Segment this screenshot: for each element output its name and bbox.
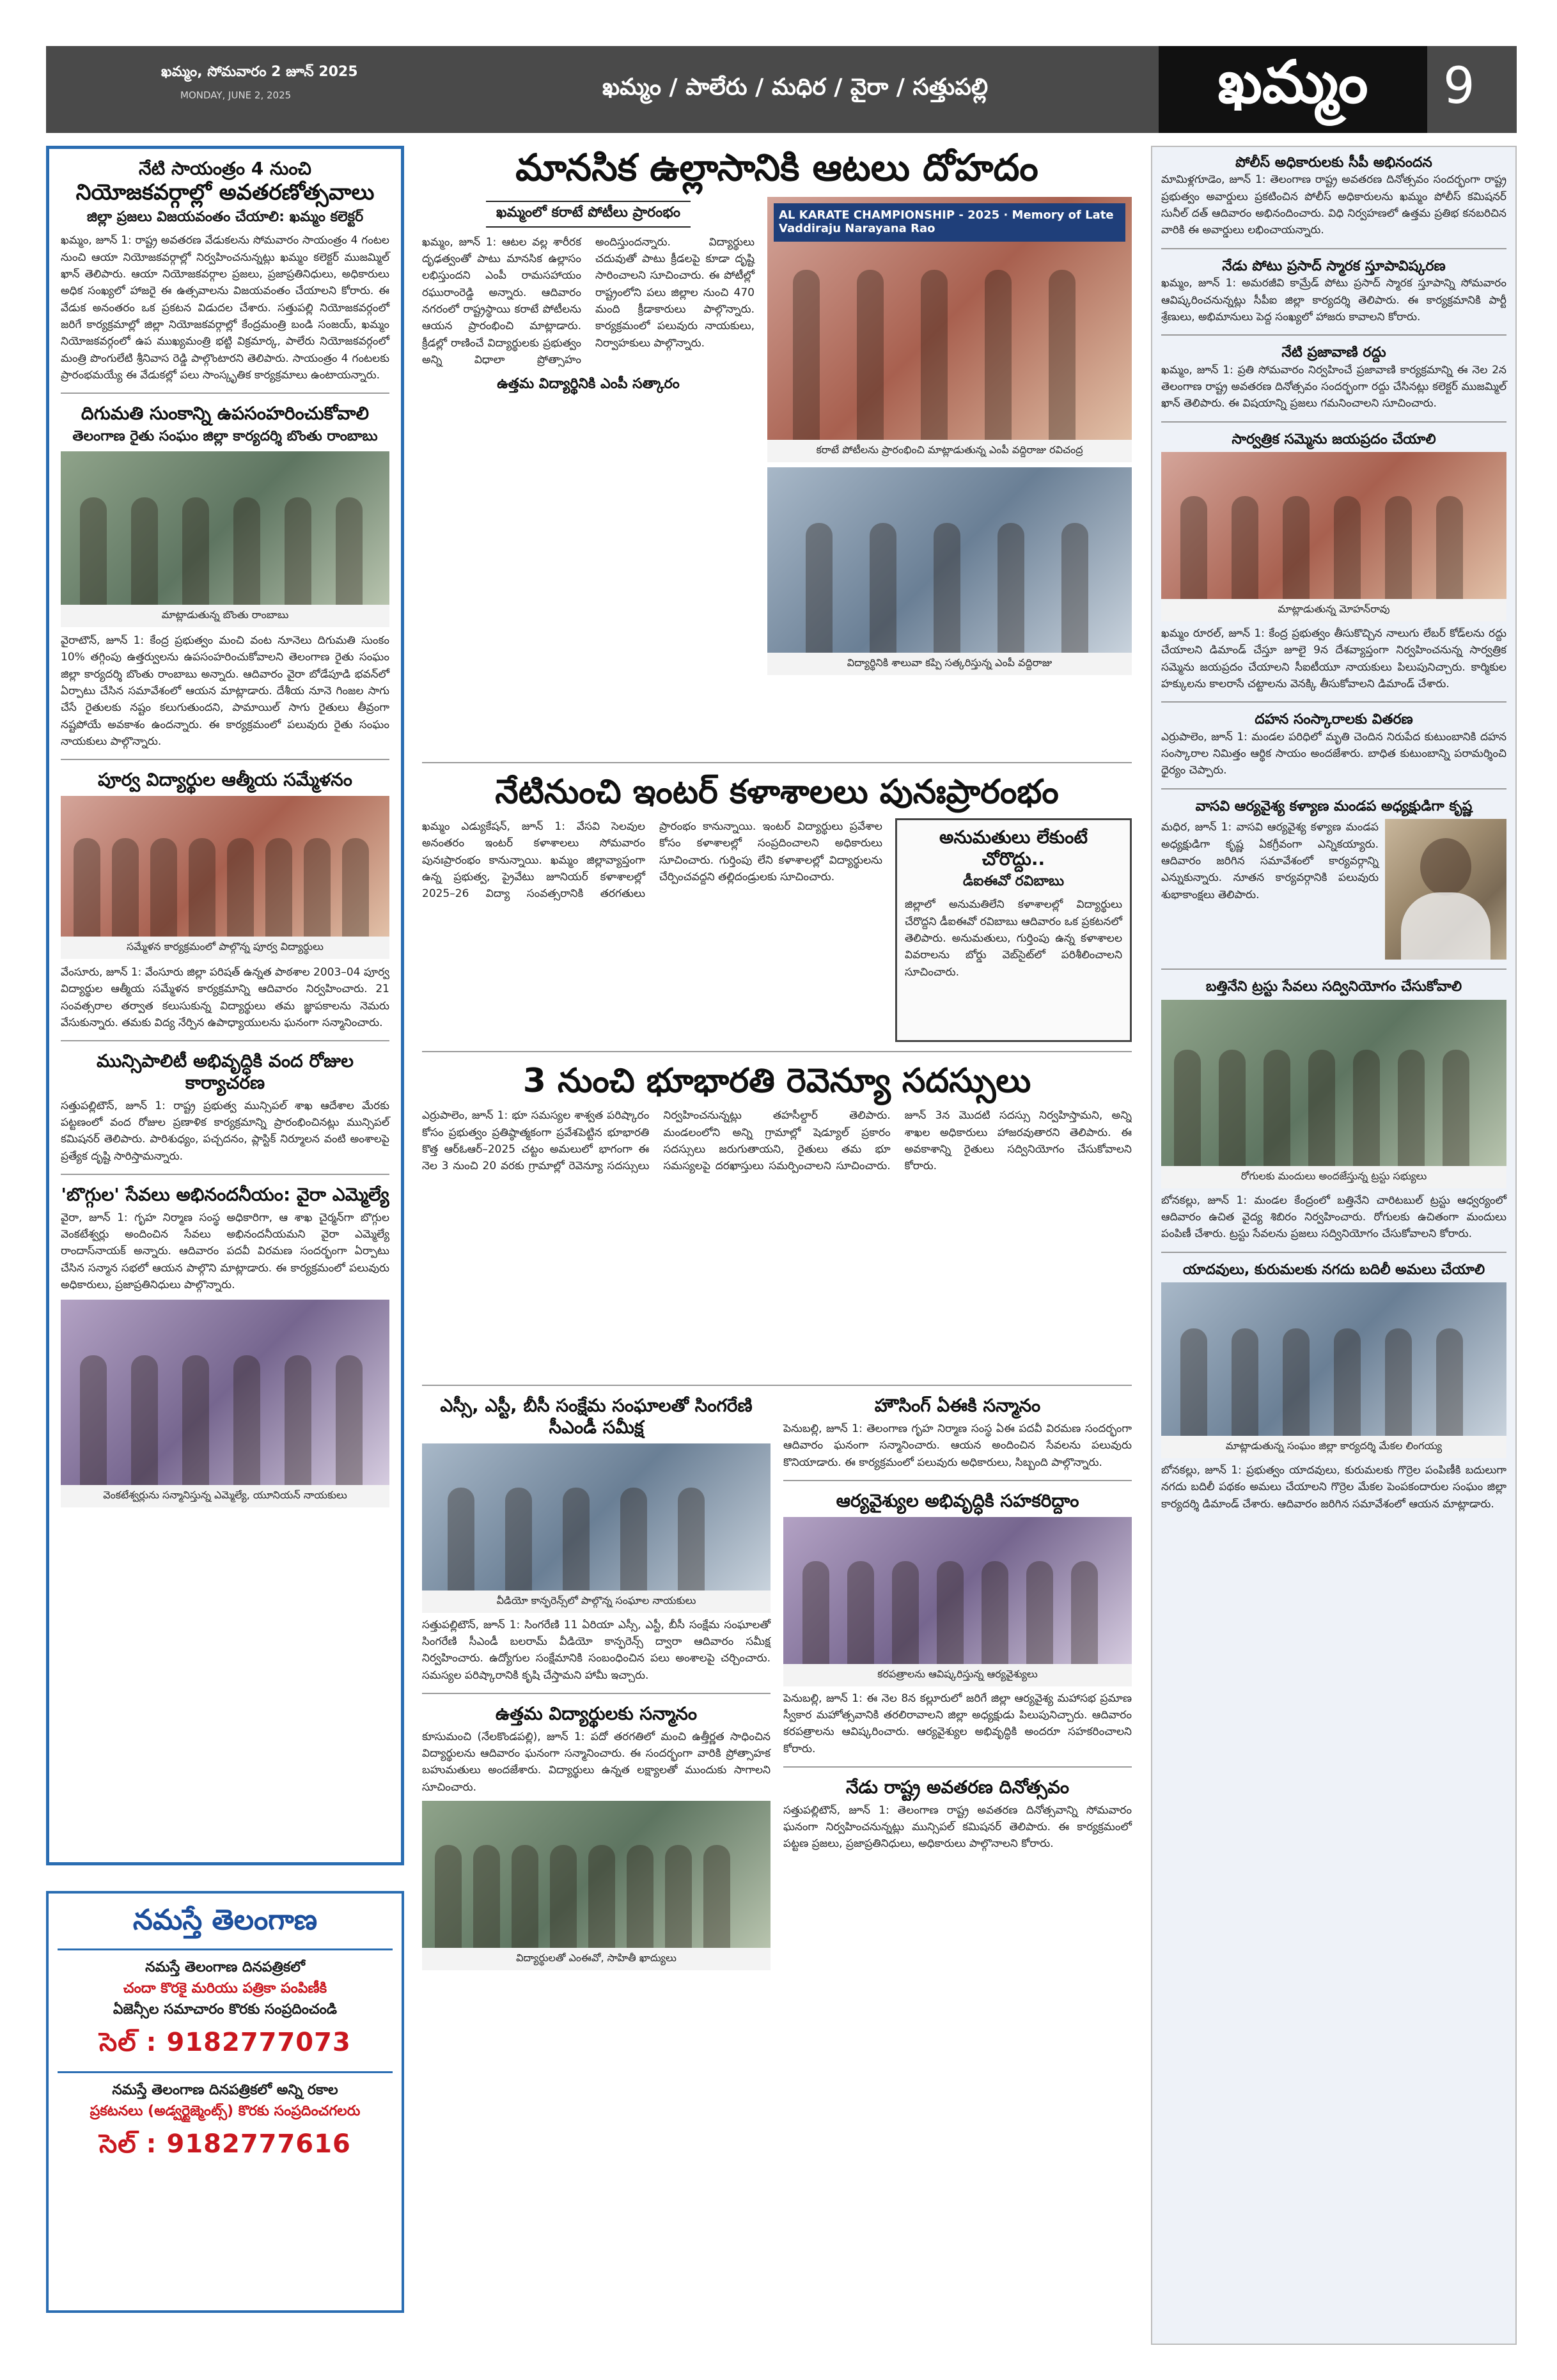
divider xyxy=(1161,701,1506,703)
photo-caption: రోగులకు మందులు అందజేస్తున్న ట్రస్టు సభ్యులు xyxy=(1161,1166,1506,1188)
header-date: ఖమ్మం, సోమవారం 2 జూన్ 2025 xyxy=(161,64,358,80)
story-photo xyxy=(422,1801,771,1948)
lead-subheadline: ఖమ్మంలో కరాటే పోటీలు ప్రారంభం xyxy=(422,201,755,228)
lead-headline: నియోజకవర్గాల్లో అవతరణోత్సవాలు xyxy=(75,179,375,205)
story-headline: మున్సిపాలిటీ అభివృద్ధికి వంద రోజుల కార్యాచరణ xyxy=(97,1050,354,1094)
divider xyxy=(61,393,389,394)
inset-headline: అనుమతులు లేకుంటే చోరొద్దు.. xyxy=(939,826,1088,869)
left-column xyxy=(46,146,404,2313)
divider xyxy=(422,1051,1132,1052)
story-headline: నేటినుంచి ఇంటర్ కళాశాలలు పునఃప్రారంభం xyxy=(495,772,1059,811)
story-headline: పోలీస్ అధికారులకు సీపీ అభినందన xyxy=(1235,155,1432,171)
photo-caption: మాట్లాడుతున్న మోహన్‌రావు xyxy=(1161,599,1506,621)
story-headline: ఎస్సీ, ఎస్టీ, బీసీ సంక్షేమ సంఘాలతో సింగరేణి సీఎండీ సమీక్ష xyxy=(440,1395,753,1438)
photo-caption: విద్యార్థినికి శాలువా కప్పి సత్కరిస్తున్న ఎంపీ వద్దిరాజు xyxy=(767,653,1132,675)
lead-body: ఖమ్మం, జూన్ 1: ఆటల వల్ల శారీరక దృఢత్వంతో పాటు మానసిక ఉల్లాసం లభిస్తుందని ఎంపీ రామసహాయం రఘురాంరెడ్డి అన్నారు. ఆదివారం నగరంలో రాష్ట్రస్థాయి కరాటే పోటీలను ఆయన ప్రారంభించి మాట్లాడారు. క్రీడల్లో రాణించే విద్యార్థులకు ప్రభుత్వం అన్ని విధాలా ప్రోత్సాహం అందిస్తుందన్నారు. విద్యార్థులు చదువుతో పాటు క్రీడలపై కూడా దృష్టి సారించాలని సూచించారు. ఈ పోటీల్లో రాష్ట్రంలోని పలు జిల్లాల నుంచి 470 మంది క్రీడాకారులు పాల్గొన్నారు. కార్యక్రమంలో పలువురు నాయకులు, నిర్వాహకులు పాల్గొన్నారు. xyxy=(422,235,755,366)
story-body: ఎర్రుపాలెం, జూన్ 1: మండల పరిధిలో మృతి చెందిన నిరుపేద కుటుంబానికి దహన సంస్కారాల నిమిత్తం ఆర్థిక సాయం అందజేశారు. బాధిత కుటుంబాన్ని పరామర్శించి ధైర్యం చెప్పారు. xyxy=(1161,730,1506,777)
story-body: సత్తుపల్లిటౌన్, జూన్ 1: తెలంగాణ రాష్ట్ర అవతరణ దినోత్సవాన్ని సోమవారం ఘనంగా నిర్వహించనున్నట్లు మున్సిపల్ కమిషనర్ తెలిపారు. ఈ కార్యక్రమంలో పట్టణ ప్రజలు, ప్రజాప్రతినిధులు, అధికారులు పాల్గొనాలని కోరారు. xyxy=(783,1803,1132,1851)
story-body: మధిర, జూన్ 1: వాసవి ఆర్యవైశ్య కళ్యాణ మండప అధ్యక్షుడిగా కృష్ణ ఏకగ్రీవంగా ఎన్నికయ్యారు. ఆదివారం జరిగిన సమావేశంలో కార్యవర్గాన్ని ఎన్నుకున్నారు. నూతన కార్యవర్గానికి పలువురు శుభాకాంక్షలు తెలిపారు. xyxy=(1161,821,1379,901)
right-column xyxy=(1151,146,1517,2345)
ad-line: నమస్తే తెలంగాణ దినపత్రికలో అన్ని రకాల xyxy=(112,2082,338,2098)
lead-subheadline: జిల్లా ప్రజలు విజయవంతం చేయాలి: ఖమ్మం కలెక్టర్ xyxy=(86,209,364,226)
story-headline: దహన సంస్కారాలకు వితరణ xyxy=(1255,712,1413,728)
story-body: వైరాటౌన్, జూన్ 1: కేంద్ర ప్రభుత్వం మంచి వంట నూనెలు దిగుమతి సుంకం 10% తగ్గింపు ఉత్తర్వులను ఉపసంహరించుకోవాలని తెలంగాణ రైతు సంఘం జిల్లా కార్యదర్శి బొంతు రాంబాబు అన్నారు. ఆదివారం వైరా బోడేపూడి భవన్‌లో ఏర్పాటు చేసిన సమావేశంలో ఆయన మాట్లాడారు. దేశీయ నూనె గింజల సాగు చేసే రైతులకు నష్టం కలుగుతుందని, పామాయిల్ సాగు రైతులు తీవ్రంగా నష్టపోయే అవకాశం ఉందన్నారు. ఈ కార్యక్రమంలో పలువురు రైతు సంఘం నాయకులు పాల్గొన్నారు. xyxy=(61,634,389,749)
story-headline: ఉత్తమ విద్యార్థులకు సన్మానం xyxy=(495,1702,698,1724)
divider xyxy=(783,1480,1132,1481)
photo-caption: కరపత్రాలను ఆవిష్కరిస్తున్న ఆర్యవైశ్యులు xyxy=(783,1664,1132,1686)
story-body: బోనకల్లు, జూన్ 1: ప్రభుత్వం యాదవులు, కురుమలకు గొర్రెల పంపిణీకి బదులుగా నగదు బదిలీ పథకం అమలు చేయాలని గొర్రెల మేకల పెంపకందారుల సంఘం జిల్లా కార్యదర్శి డిమాండ్ చేశారు. ఆదివారం జరిగిన సమావేశంలో ఆయన మాట్లాడారు. xyxy=(1161,1464,1506,1511)
divider xyxy=(1161,968,1506,970)
header-towns: ఖమ్మం / పాలేరు / మధిర / వైరా / సత్తుపల్లి xyxy=(602,74,989,100)
story-body: కూసుమంచి (నేలకొండపల్లి), జూన్ 1: పదో తరగతిలో మంచి ఉత్తీర్ణత సాధించిన విద్యార్థులను ఆదివారం ఘనంగా సన్మానించారు. ఈ సందర్భంగా వారికి ప్రోత్సాహక బహుమతులు అందజేశారు. విద్యార్థులు ఉన్నత లక్ష్యాలతో ముందుకు సాగాలని సూచించారు. xyxy=(422,1730,771,1794)
event-banner: AL KARATE CHAMPIONSHIP - 2025 · Memory of Late Vaddiraju Narayana Rao xyxy=(774,203,1125,242)
divider xyxy=(783,1766,1132,1768)
story-headline: 'బొగ్గుల' సేవలు అభినందనీయం: వైరా ఎమ్మెల్యే xyxy=(61,1184,389,1206)
ad-phone-label: సెల్ : xyxy=(99,2028,157,2057)
ad-phone-label: సెల్ : xyxy=(99,2129,157,2159)
story-body: పెనుబల్లి, జూన్ 1: తెలంగాణ గృహ నిర్మాణ సంస్థ ఏఈ పదవీ విరమణ సందర్భంగా ఆదివారం ఘనంగా సన్మానించారు. ఆయన అందించిన సేవలను పలువురు కొనియాడారు. ఈ కార్యక్రమంలో పలువురు అధికారులు, సిబ్బంది పాల్గొన్నారు. xyxy=(783,1422,1132,1469)
ad-line: చందా కొరకై మరియు పత్రికా పంపిణీకి xyxy=(123,1980,327,1996)
divider xyxy=(61,759,389,760)
story-body: వేంసూరు, జూన్ 1: వేంసూరు జిల్లా పరిషత్ ఉన్నత పాఠశాల 2003–04 పూర్వ విద్యార్థుల ఆత్మీయ సమ్మేళన కార్యక్రమాన్ని ఆదివారం నిర్వహించారు. 21 సంవత్సరాల తర్వాత కలుసుకున్న విద్యార్థులు తమ జ్ఞాపకాలను నెమరు వేసుకున్నారు. తమకు విద్య నేర్పిన ఉపాధ్యాయులను ఘనంగా సన్మానించారు. xyxy=(61,966,389,1030)
story-headline: దిగుమతి సుంకాన్ని ఉపసంహరించుకోవాలి xyxy=(81,403,370,424)
story-headline: బత్తినేని ట్రస్టు సేవలు సద్వినియోగం చేసుకోవాలి xyxy=(1205,979,1462,995)
header-city: ఖమ్మం xyxy=(1217,48,1368,116)
divider xyxy=(61,1040,389,1041)
lead-body: ఖమ్మం, జూన్ 1: రాష్ట్ర అవతరణ వేడుకలను సోమవారం సాయంత్రం 4 గంటల నుంచి ఆయా నియోజకవర్గాల్లో నిర్వహించనున్నట్లు ఖమ్మం కలెక్టర్ ముజమ్మిల్ ఖాన్ తెలిపారు. ఆయా నియోజకవర్గాల ప్రజలు, ప్రజాప్రతినిధులు, అధికారులు అధిక సంఖ్యలో హాజరై ఈ ఉత్సవాలను విజయవంతం చేయాలని కోరారు. ఈ వేడుక అనంతరం ఒక ప్రకటన విడుదల చేశారు. సత్తుపల్లి నియోజకవర్గంలో జరిగే కార్యక్రమాల్లో జిల్లా నియోజకవర్గాల్లో కేంద్రమంత్రి బండి సంజయ్, ఖమ్మం నియోజకవర్గంలో ఉప ముఖ్యమంత్రి భట్టి విక్రమార్క, పాలేరు నియోజకవర్గంలో మంత్రి పొంగులేటి శ్రీనివాస రెడ్డి పాల్గొంటారని తెలిపారు. సాయంత్రం 4 గంటలకు ప్రారంభమయ్యే ఈ వేడుకల్లో పలు సాంస్కృతిక కార్యక్రమాలు ఉంటాయన్నారు. xyxy=(61,234,389,382)
story-body: సత్తుపల్లిటౌన్, జూన్ 1: సింగరేణి 11 ఏరియా ఎస్సీ, ఎస్టీ, బీసీ సంక్షేమ సంఘాలతో సింగరేణి సీఎండీ బలరామ్ వీడియో కాన్ఫరెన్స్ ద్వారా ఆదివారం సమీక్ష నిర్వహించారు. ఉద్యోగుల సంక్షేమానికి సంబంధించిన పలు అంశాలపై చర్చించారు. సమస్యల పరిష్కారానికి కృషి చేస్తామని హామీ ఇచ్చారు. xyxy=(422,1618,771,1682)
divider xyxy=(1161,788,1506,789)
header-date-english: MONDAY, JUNE 2, 2025 xyxy=(180,89,292,101)
story-body: ఎర్రుపాలెం, జూన్ 1: భూ సమస్యల శాశ్వత పరిష్కారం కోసం ప్రభుత్వం ప్రతిష్ఠాత్మకంగా ప్రవేశపెట్టిన భూభారతి కొత్త ఆర్ఓఆర్–2025 చట్టం అమలులో భాగంగా ఈ నెల 3 నుంచి 20 వరకు గ్రామాల్లో రెవెన్యూ సదస్సులు నిర్వహించనున్నట్లు తహసీల్దార్ తెలిపారు. మండలంలోని అన్ని గ్రామాల్లో షెడ్యూల్ ప్రకారం సదస్సులు జరుగుతాయని, రైతులు తమ భూ సమస్యలపై దరఖాస్తులు సమర్పించాలని సూచించారు. జూన్ 3న మొదటి సదస్సు నిర్వహిస్తామని, అన్ని శాఖల అధికారులు హాజరవుతారని తెలిపారు. ఈ అవకాశాన్ని రైతులు సద్వినియోగం చేసుకోవాలని కోరారు. xyxy=(422,1109,1132,1173)
story-headline: పూర్వ విద్యార్థుల ఆత్మీయ సమ్మేళనం xyxy=(97,769,353,791)
divider xyxy=(422,762,1132,763)
photo-caption: మాట్లాడుతున్న సంఘం జిల్లా కార్యదర్శి మేకల లింగయ్య xyxy=(1161,1436,1506,1458)
divider xyxy=(1161,1252,1506,1253)
ad-logo: నమస్తే తెలంగాణ xyxy=(58,1904,393,1950)
story-photo xyxy=(1161,1000,1506,1166)
story-photo xyxy=(783,1517,1132,1664)
divider xyxy=(422,1693,771,1694)
divider xyxy=(58,2071,393,2073)
story-body: ఖమ్మం, జూన్ 1: ప్రతి సోమవారం నిర్వహించే ప్రజావాణి కార్యక్రమాన్ని ఈ నెల 2న తెలంగాణ రాష్ట్ర అవతరణ దినోత్సవం సందర్భంగా రద్దు చేసినట్లు కలెక్టర్ ముజమ్మిల్ ఖాన్ తెలిపారు. ఈ విషయాన్ని ప్రజలు గమనించాలని సూచించారు. xyxy=(1161,363,1506,410)
story-body: పెనుబల్లి, జూన్ 1: ఈ నెల 8న కల్లూరులో జరిగే జిల్లా ఆర్యవైశ్య మహాసభ ప్రమాణ స్వీకార మహోత్సవానికి తరలిరావాలని జిల్లా అధ్యక్షుడు పిలుపునిచ్చారు. ఆదివారం కరపత్రాలను ఆవిష్కరించారు. ఆర్యవైశ్యుల అభివృద్ధికి అందరూ సహకరించాలని కోరారు. xyxy=(783,1692,1132,1755)
story-photo xyxy=(61,1300,389,1485)
story-headline: వాసవి ఆర్యవైశ్య కళ్యాణ మండప అధ్యక్షుడిగా కృష్ణ xyxy=(1195,798,1473,814)
story-photo xyxy=(61,796,389,937)
story-body: సత్తుపల్లిటౌన్, జూన్ 1: రాష్ట్ర ప్రభుత్వ మున్సిపల్ శాఖ ఆదేశాల మేరకు పట్టణంలో వంద రోజుల ప్రణాళిక కార్యక్రమాన్ని ప్రారంభించినట్లు మున్సిపల్ కమిషనర్ తెలిపారు. పారిశుధ్యం, పచ్చదనం, ప్లాస్టిక్ నిర్మూలన వంటి అంశాలపై ప్రత్యేక దృష్టి సారిస్తామన్నారు. xyxy=(61,1099,389,1163)
divider xyxy=(1161,248,1506,249)
ad-line: నమస్తే తెలంగాణ దినపత్రికలో xyxy=(145,1959,305,1975)
story-subheadline: తెలంగాణ రైతు సంఘం జిల్లా కార్యదర్శి బొంతు రాంబాబు xyxy=(72,428,378,445)
portrait-photo xyxy=(1385,819,1506,960)
story-photo xyxy=(61,451,389,605)
header-city-masthead xyxy=(1159,46,1427,133)
photo-caption: కరాటే పోటీలను ప్రారంభించి మాట్లాడుతున్న ఎంపీ వద్దిరాజు రవిచంద్ర xyxy=(767,440,1132,462)
story-photo xyxy=(422,1443,771,1591)
ad-phone-number: 9182777073 xyxy=(166,2028,351,2057)
page-header xyxy=(46,46,1517,133)
middle-column xyxy=(422,146,1132,1970)
story-headline: ఆర్యవైశ్యుల అభివృద్ధికి సహకరిద్దాం xyxy=(836,1490,1079,1511)
inset-subheadline: డీఐఈవో రవిబాబు xyxy=(962,873,1065,890)
subscription-ad xyxy=(46,1891,404,2313)
photo-caption: వెంకటేశ్వర్లును సన్మానిస్తున్న ఎమ్మెల్యే, యూనియన్ నాయకులు xyxy=(61,1485,389,1507)
story-photo xyxy=(1161,452,1506,599)
divider xyxy=(1161,421,1506,423)
inset-body: జిల్లాలో అనుమతిలేని కళాశాలల్లో విద్యార్థులు చేరొద్దని డీఐఈవో రవిబాబు ఆదివారం ఒక ప్రకటనలో తెలిపారు. అనుమతులు, గుర్తింపు ఉన్న కళాశాలల వివరాలను బోర్డు వెబ్‌సైట్‌లో పరిశీలించాలని సూచించారు. xyxy=(905,898,1122,979)
lead-kicker: నేటి సాయంత్రం 4 నుంచి xyxy=(138,158,312,179)
ad-phone xyxy=(58,2028,393,2064)
story-body: ఖమ్మం ఎడ్యుకేషన్, జూన్ 1: వేసవి సెలవుల అనంతరం ఇంటర్ కళాశాలలు సోమవారం పునఃప్రారంభం కానున్నాయి. ఖమ్మం జిల్లావ్యాప్తంగా ఉన్న ప్రభుత్వ, ప్రైవేటు జూనియర్ కళాశాలల్లో 2025–26 విద్యా సంవత్సరానికి తరగతులు ప్రారంభం కానున్నాయి. ఇంటర్ విద్యార్థులు ప్రవేశాల కోసం కళాశాలల్లో సంప్రదించాలని అధికారులు సూచించారు. గుర్తింపు లేని కళాశాలల్లో విద్యార్థులను చేర్పించవద్దని తల్లిదండ్రులకు సూచించారు. xyxy=(422,820,882,901)
story-body: బోనకల్లు, జూన్ 1: మండల కేంద్రంలో బత్తినేని చారిటబుల్ ట్రస్టు ఆధ్వర్యంలో ఆదివారం ఉచిత వైద్య శిబిరం నిర్వహించారు. రోగులకు ఉచితంగా మందులు పంపిణీ చేశారు. ట్రస్టు సేవలను ప్రజలు సద్వినియోగం చేసుకోవాలని కోరారు. xyxy=(1161,1194,1506,1241)
lead-headline: మానసిక ఉల్లాసానికి ఆటలు దోహదం xyxy=(515,146,1038,189)
ad-line: ఏజెన్సీల సమాచారం కొరకు సంప్రదించండి xyxy=(113,2002,338,2018)
story-photo xyxy=(1161,1282,1506,1436)
divider xyxy=(422,1385,1132,1386)
page-number: 9 xyxy=(1443,58,1475,115)
ad-line: ప్రకటనలు (అడ్వర్టైజ్మెంట్స్) కొరకు సంప్రదించగలరు xyxy=(90,2103,361,2119)
divider xyxy=(61,1174,389,1175)
story-body: మామిళ్లగూడెం, జూన్ 1: తెలంగాణ రాష్ట్ర అవతరణ దినోత్సవం సందర్భంగా రాష్ట్ర ప్రభుత్వం అవార్డులు ప్రకటించిన పోలీస్ అధికారులను ఖమ్మం పోలీస్ కమిషనర్ సునీల్ దత్ ఆదివారం అభినందించారు. విధి నిర్వహణలో ఉత్తమ ప్రతిభ కనబరిచిన వారికి ఈ అవార్డులు లభించాయన్నారు. xyxy=(1161,173,1506,237)
inset-box xyxy=(895,818,1132,1042)
story-headline: నేడు పోటు ప్రసాద్ స్మారక స్తూపావిష్కరణ xyxy=(1222,258,1446,274)
left-feature-box xyxy=(46,146,404,1865)
story-headline: యాదవులు, కురుమలకు నగదు బదిలీ అమలు చేయాలి xyxy=(1182,1261,1485,1278)
story-headline: నేటి ప్రజావాణి రద్దు xyxy=(1281,345,1386,361)
story-headline: సార్వత్రిక సమ్మెను జయప్రదం చేయాలి xyxy=(1232,431,1436,447)
right-news-box xyxy=(1151,146,1517,2345)
story-headline: హౌసింగ్ ఏఈకి సన్మానం xyxy=(874,1395,1041,1417)
photo-caption: వీడియో కాన్ఫరెన్స్‌లో పాల్గొన్న సంఘాల నాయకులు xyxy=(422,1591,771,1613)
story-photo xyxy=(767,197,1132,440)
divider xyxy=(1161,334,1506,336)
inset-headline: ఉత్తమ విద్యార్థినికి ఎంపీ సత్కారం xyxy=(497,376,680,393)
story-body: ఖమ్మం రూరల్, జూన్ 1: కేంద్ర ప్రభుత్వం తీసుకొచ్చిన నాలుగు లేబర్ కోడ్‌లను రద్దు చేయాలని డిమాండ్ చేస్తూ జూలై 9న దేశవ్యాప్తంగా నిర్వహించనున్న సార్వత్రిక సమ్మెను జయప్రదం చేయాలని సీఐటీయూ నాయకులు పిలుపునిచ్చారు. కార్మికుల హక్కులను కాలరాసే చట్టాలను వెనక్కి తీసుకోవాలని డిమాండ్ చేశారు. xyxy=(1161,627,1506,691)
story-body: ఖమ్మం, జూన్ 1: అమరజీవి కామ్రేడ్ పోటు ప్రసాద్ స్మారక స్తూపాన్ని సోమవారం ఆవిష్కరించనున్నట్లు సీపీఐ జిల్లా కార్యదర్శి తెలిపారు. ఈ కార్యక్రమానికి పార్టీ శ్రేణులు, అభిమానులు పెద్ద సంఖ్యలో హాజరు కావాలని కోరారు. xyxy=(1161,277,1506,323)
photo-caption: మాట్లాడుతున్న బొంతు రాంబాబు xyxy=(61,605,389,627)
story-headline: నేడు రాష్ట్ర అవతరణ దినోత్సవం xyxy=(845,1776,1070,1798)
photo-caption: విద్యార్థులతో ఎంఈవో, సాహితీ ఖాద్యులు xyxy=(422,1948,771,1970)
story-body: వైరా, జూన్ 1: గృహ నిర్మాణ సంస్థ అధికారిగా, ఆ శాఖ చైర్మన్‌గా బొగ్గుల వెంకటేశ్వర్లు అందించిన సేవలు అభినందనీయమని వైరా ఎమ్మెల్యే రాందాస్‌నాయక్ అన్నారు. ఆదివారం పదవీ విరమణ సందర్భంగా ఏర్పాటు చేసిన సన్మాన సభలో ఆయన పాల్గొని మాట్లాడారు. ఈ కార్యక్రమంలో పలువురు అధికారులు, ప్రజాప్రతినిధులు పాల్గొన్నారు. xyxy=(61,1211,389,1291)
story-headline: 3 నుంచి భూభారతి రెవెన్యూ సదస్సులు xyxy=(522,1061,1031,1100)
ad-phone xyxy=(58,2129,393,2165)
story-photo xyxy=(767,467,1132,653)
photo-caption: సమ్మేళన కార్యక్రమంలో పాల్గొన్న పూర్వ విద్యార్థులు xyxy=(61,937,389,959)
ad-phone-number: 9182777616 xyxy=(166,2129,351,2159)
